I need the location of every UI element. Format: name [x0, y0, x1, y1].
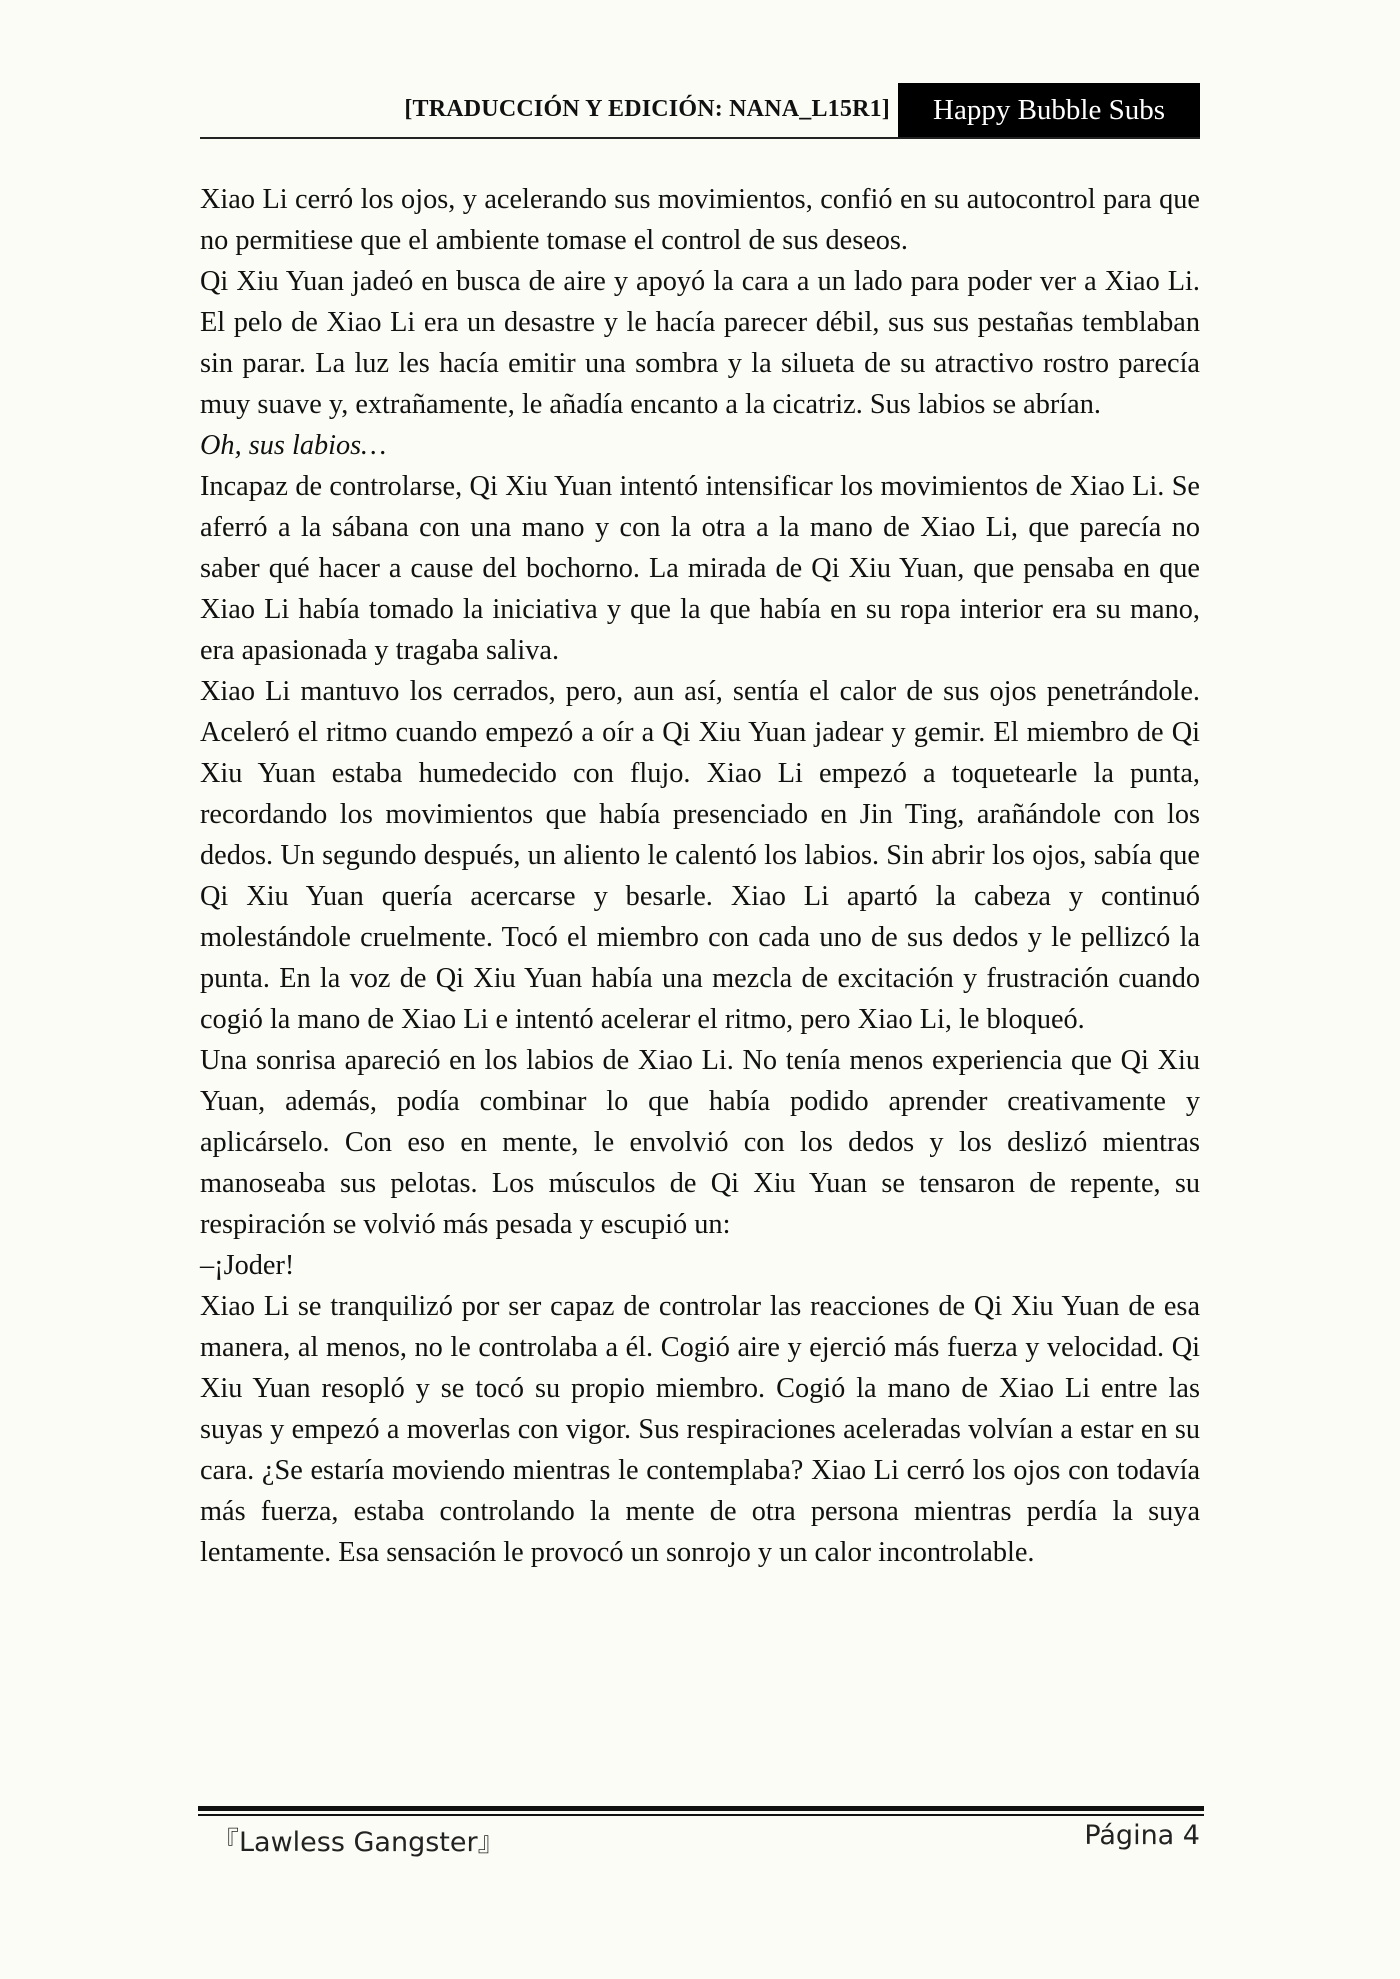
brand-badge: Happy Bubble Subs — [898, 83, 1200, 137]
page-body — [200, 179, 1200, 1573]
footer-divider — [198, 1806, 1204, 1816]
paragraph: Qi Xiu Yuan jadeó en busca de aire y apoyó la cara a un lado para poder ver a Xiao Li. El pelo de Xiao Li era un desastre y le hacía parecer débil, sus sus pestañas temblaban sin parar. La luz les hacía emitir una sombra y la silueta de su atractivo rostro parecía muy suave y, extrañamente, le añadía encanto a la cicatriz. Sus labios se abrían. — [200, 266, 1200, 420]
paragraph: Incapaz de controlarse, Qi Xiu Yuan intentó intensificar los movimientos de Xiao Li. Se aferró a la sábana con una mano y con la otra a la mano de Xiao Li, que parecía no saber qué hacer a cause del bochorno. La mirada de Qi Xiu Yuan, que pensaba en que Xiao Li había tomado la iniciativa y que la que había en su ropa interior era su mano, era apasionada y tragaba saliva. — [200, 471, 1200, 666]
italic-line: Oh, sus labios… — [200, 430, 387, 461]
paragraph: Una sonrisa apareció en los labios de Xiao Li. No tenía menos experiencia que Qi Xiu Yuan, además, podía combinar lo que había podido aprender creativamente y aplicárselo. Con eso en mente, le envolvió con los dedos y los deslizó mientras manoseaba sus pelotas. Los músculos de Qi Xiu Yuan se tensaron de repente, su respiración se volvió más pesada y escupió un: — [200, 1045, 1200, 1240]
footer-rule-thin — [198, 1814, 1204, 1816]
paragraph: Xiao Li se tranquilizó por ser capaz de controlar las reacciones de Qi Xiu Yuan de esa manera, al menos, no le controlaba a él. Cogió aire y ejerció más fuerza y velocidad. Qi Xiu Yuan resopló y se tocó su propio miembro. Cogió la mano de Xiao Li entre las suyas y empezó a moverlas con vigor. Sus respiraciones aceleradas volvían a estar en su cara. ¿Se estaría moviendo mientras le contemplaba? Xiao Li cerró los ojos con todavía más fuerza, estaba controlando la mente de otra persona mientras perdía la suya lentamente. Esa sensación le provocó un sonrojo y un calor incontrolable. — [200, 1291, 1200, 1568]
translation-credit: [TRADUCCIÓN Y EDICIÓN: NANA_L15R1] — [404, 96, 890, 122]
paragraph: Xiao Li mantuvo los cerrados, pero, aun así, sentía el calor de sus ojos penetrándole. Aceleró el ritmo cuando empezó a oír a Qi Xiu Yuan jadear y gemir. El miembro de Qi Xiu Yuan estaba humedecido con flujo. Xiao Li empezó a toquetearle la punta, recordando los movimientos que había presenciado en Jin Ting, arañándole con los dedos. Un segundo después, un aliento le calentó los labios. Sin abrir los ojos, sabía que Qi Xiu Yuan quería acercarse y besarle. Xiao Li apartó la cabeza y continuó molestándole cruelmente. Tocó el miembro con cada uno de sus dedos y le pellizcó la punta. En la voz de Qi Xiu Yuan había una mezcla de excitación y frustración cuando cogió la mano de Xiao Li e intentó acelerar el ritmo, pero Xiao Li, le bloqueó. — [200, 676, 1200, 1035]
book-title: 『Lawless Gangster』 — [212, 1827, 505, 1858]
dialogue-line: –¡Joder! — [200, 1250, 295, 1281]
footer-rule-thick — [198, 1806, 1204, 1811]
page-header — [200, 83, 1200, 139]
page-footer — [212, 1820, 1200, 1870]
page-number: Página 4 — [1084, 1820, 1200, 1851]
paragraph: Xiao Li cerró los ojos, y acelerando sus movimientos, confió en su autocontrol para que no permitiese que el ambiente tomase el control de sus deseos. — [200, 184, 1200, 256]
